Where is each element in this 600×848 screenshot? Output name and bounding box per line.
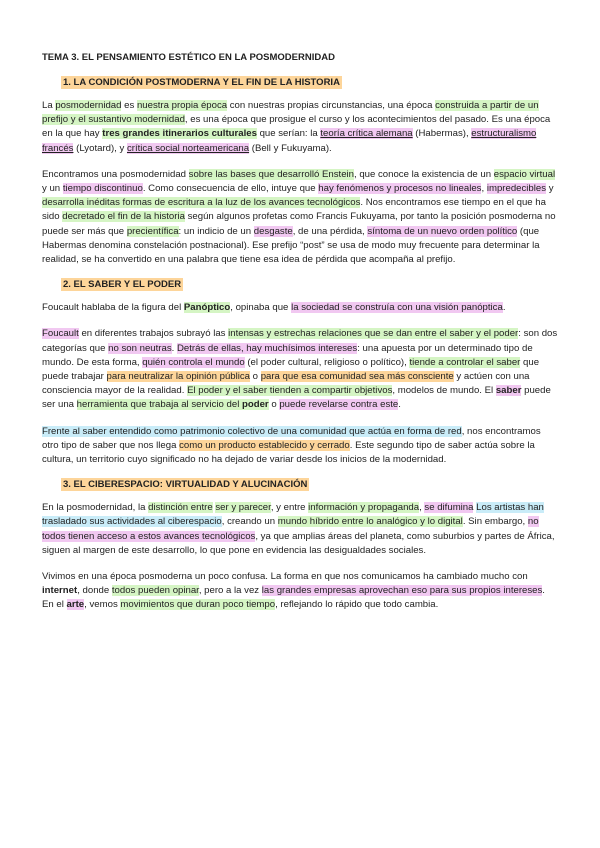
text-run: , y entre — [270, 502, 309, 514]
highlighted-text: desgaste — [253, 225, 293, 237]
text-run: . — [502, 302, 506, 314]
highlighted-text: movimientos que duran poco tiempo — [120, 599, 276, 611]
text-run: (Lyotard), y — [73, 142, 127, 154]
text-run: , nos encontramos otro tipo de saber que nos llega — [42, 425, 541, 451]
text-run: , modelos de mundo. El — [392, 385, 496, 397]
highlighted-text: sobre las bases que desarrolló Enstein — [188, 168, 354, 180]
text-run: , creando un — [221, 516, 278, 528]
document-page — [42, 52, 558, 625]
paragraph — [42, 168, 558, 267]
section-heading-text: 1. LA CONDICIÓN POSTMODERNA Y EL FIN DE LA HISTORIA — [63, 77, 340, 88]
text-run: (Bell y Fukuyama). — [249, 142, 332, 154]
highlighted-text: ser y parecer — [215, 502, 271, 514]
highlighted-text: posmodernidad — [55, 100, 122, 111]
text-run: , ya que amplias áreas del planeta, como suburbios y partes de África, siguen al margen de este desarrollo, lo que pone en evidencia las desigualdades sociales. — [42, 530, 555, 556]
highlighted-text: síntoma de un nuevo orden político — [367, 225, 518, 237]
highlighted-text: no son neutras — [108, 342, 172, 354]
text-run: , es una época que prosigue el curso y los acontecimientos del pasado. Es una época en la que hay — [42, 114, 551, 140]
highlighted-text: teoría crítica alemana — [320, 128, 413, 140]
text-run: . Sin embargo, — [462, 516, 528, 528]
text-run: Encontramos una posmodernidad — [42, 168, 189, 180]
highlighted-text: información y propaganda — [308, 502, 420, 514]
text-run: La — [42, 100, 56, 111]
text-run: con nuestras propias circunstancias, una época — [227, 100, 436, 111]
text-run: que puede trabajar — [42, 356, 540, 383]
text-run: En la posmodernidad, la — [42, 502, 149, 514]
highlighted-text: decretado el fin de la historia — [62, 211, 185, 223]
text-run: según algunos profetas como Francis Fukuyama, por tanto la posición posmoderna no puede ser más que — [42, 211, 556, 237]
text-run: . — [398, 399, 401, 411]
text-run: : son dos categorías que — [42, 328, 558, 354]
text-run: , de una pérdida, — [292, 225, 368, 237]
text-run: y un — [42, 183, 63, 195]
text-run: , — [481, 183, 487, 195]
section-heading-text: 2. EL SABER Y EL PODER — [63, 279, 182, 291]
paragraph — [42, 327, 558, 412]
highlighted-text: tres grandes itinerarios culturales — [102, 128, 257, 140]
document-body — [42, 77, 558, 613]
document-title: TEMA 3. EL PENSAMIENTO ESTÉTICO EN LA POSMODERNIDAD — [42, 52, 335, 63]
text-run: y — [546, 183, 554, 195]
highlighted-text: herramienta que trabaja al servicio del — [76, 399, 242, 411]
highlighted-text: como un producto establecido y cerrado — [179, 439, 350, 451]
highlighted-text: precientífica — [126, 225, 179, 237]
highlighted-text: quién controla el mundo — [142, 356, 245, 368]
highlighted-text: Foucault — [42, 328, 79, 340]
section-heading-text: 3. EL CIBERESPACIO: VIRTUALIDAD Y ALUCINACIÓN — [63, 479, 308, 491]
highlighted-text: intensas y estrechas relaciones que se dan entre el saber y el poder — [228, 328, 519, 340]
text-run: en diferentes trabajos subrayó las — [78, 328, 229, 340]
text-run: Vivimos en una época posmoderna un poco confusa. La forma en que nos comunicamos ha cambiado mucho con — [42, 571, 528, 583]
text-run: o — [268, 399, 280, 411]
highlighted-text: las grandes empresas aprovechan eso para sus propios intereses — [261, 585, 543, 597]
highlighted-text: distinción entre — [148, 502, 213, 514]
text-run: . — [171, 342, 177, 354]
text-run: : una apuesta por un determinado tipo de mundo. De esta forma, — [42, 342, 533, 368]
section-heading — [42, 479, 558, 490]
highlighted-text: tiempo discontinuo — [62, 183, 143, 195]
highlighted-text: se difumina — [424, 502, 474, 514]
text-run: , pero a la vez — [198, 585, 262, 597]
highlighted-text: El poder y el saber tienden a compartir objetivos — [187, 385, 393, 397]
highlighted-text: poder — [242, 399, 269, 411]
paragraph — [42, 501, 558, 558]
text-run: puede ser una — [42, 385, 551, 411]
highlighted-text: arte — [66, 599, 85, 611]
highlighted-text: para que esa comunidad sea más consciente — [260, 371, 454, 383]
highlighted-text: internet — [42, 585, 78, 597]
highlighted-text: para neutralizar la opinión pública — [106, 371, 251, 383]
text-run: es — [121, 100, 137, 111]
highlighted-text: desarrolla inéditas formas de escritura a la luz de los avances tecnológicos — [42, 197, 361, 209]
text-run: (Habermas), — [412, 128, 472, 140]
text-run: . En el — [42, 585, 545, 611]
text-run: , vemos — [84, 599, 121, 611]
highlighted-text: Detrás de ellas, hay muchísimos intereses — [176, 342, 358, 354]
text-run: , — [419, 502, 425, 514]
highlighted-text: puede revelarse contra este — [279, 399, 399, 411]
paragraph — [42, 301, 558, 315]
highlighted-text: estructuralismo francés — [42, 128, 537, 154]
highlighted-text: hay fenómenos y procesos no lineales — [318, 183, 482, 195]
highlighted-text: saber — [495, 385, 522, 397]
text-run: y actúen con una consciencia mayor de la realidad. — [42, 371, 530, 397]
highlighted-text: Panóptico — [183, 302, 231, 314]
paragraph — [42, 425, 558, 468]
text-run: Foucault hablaba de la figura del — [42, 302, 184, 314]
highlighted-text: espacio virtual — [493, 168, 556, 180]
text-run: , opinaba que — [230, 302, 292, 314]
text-run: , que conoce la existencia de un — [354, 168, 494, 180]
text-run: (que Habermas denomina constelación postnacional). Ese prefijo “post” se usa de modo muy frecuente para determinar la realidad, se ha convertido en una palabra que tiene esa idea de pérdida que acompaña al prefijo. — [42, 225, 540, 266]
highlighted-text: Los artistas han trasladado sus actividades al ciberespacio — [42, 502, 544, 528]
section-heading — [42, 77, 558, 88]
text-run: o — [250, 371, 261, 383]
section-heading — [42, 279, 558, 290]
text-run: que serían: la — [256, 128, 321, 140]
text-run: , donde — [77, 585, 112, 597]
highlighted-text: no todos tienen acceso a estos avances tecnológicos — [42, 516, 539, 542]
paragraph — [42, 99, 558, 156]
highlighted-text: construida a partir de un prefijo y el sustantivo modernidad — [42, 100, 539, 126]
highlighted-text: tiende a controlar el saber — [409, 356, 521, 368]
text-run: . Este segundo tipo de saber actúa sobre la cultura, un territorio cuyo significado no ha dejado de variar desde los inicios de la modernidad. — [42, 439, 535, 466]
highlighted-text: mundo híbrido entre lo analógico y lo digital — [277, 516, 463, 528]
highlighted-text: crítica social norteamericana — [126, 142, 250, 154]
highlighted-text: la sociedad se construía con una visión panóptica — [291, 302, 503, 314]
paragraph — [42, 570, 558, 613]
highlighted-text: Frente al saber entendido como patrimonio colectivo de una comunidad que actúa en forma de red — [42, 425, 462, 437]
text-run: , reflejando lo rápido que todo cambia. — [275, 599, 439, 611]
highlighted-text: todos pueden opinar — [111, 585, 199, 597]
text-run: . Nos encontramos ese tiempo en el que ha sido — [42, 197, 546, 223]
text-run: : un indicio de un — [178, 225, 254, 237]
text-run: (el poder cultural, religioso o político), — [244, 356, 410, 368]
highlighted-text: impredecibles — [486, 183, 547, 195]
text-run: . Como consecuencia de ello, intuye que — [142, 183, 319, 195]
highlighted-text: nuestra propia época — [136, 100, 228, 111]
